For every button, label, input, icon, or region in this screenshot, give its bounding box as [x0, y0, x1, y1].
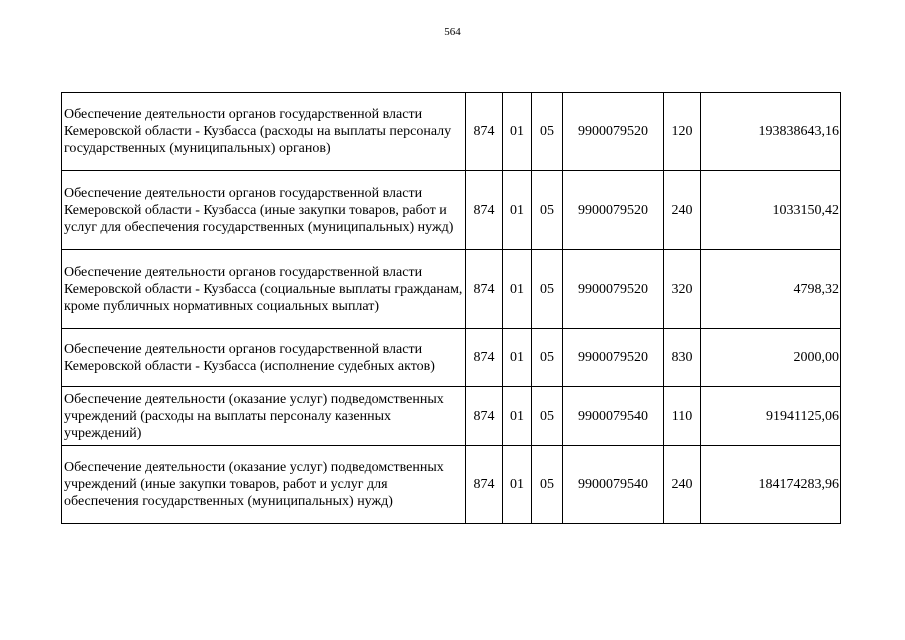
table-row	[62, 387, 841, 446]
subsection-code: 05	[532, 250, 563, 329]
row-description: Обеспечение деятельности органов государственной власти Кемеровской области - Кузбасса (социальные выплаты гражданам, кроме публичных нормативных социальных выплат)	[62, 250, 466, 329]
section-code: 01	[503, 93, 532, 171]
expense-type-code: 240	[664, 171, 701, 250]
row-description: Обеспечение деятельности органов государственной власти Кемеровской области - Кузбасса (исполнение судебных актов)	[62, 329, 466, 387]
expense-type-code: 240	[664, 446, 701, 524]
amount: 2000,00	[701, 329, 841, 387]
expense-type-code: 120	[664, 93, 701, 171]
subsection-code: 05	[532, 446, 563, 524]
target-article-code: 9900079520	[563, 171, 664, 250]
budget-table	[61, 92, 841, 524]
subsection-code: 05	[532, 387, 563, 446]
table-row	[62, 250, 841, 329]
ministry-code: 874	[466, 171, 503, 250]
section-code: 01	[503, 387, 532, 446]
subsection-code: 05	[532, 93, 563, 171]
subsection-code: 05	[532, 171, 563, 250]
target-article-code: 9900079540	[563, 446, 664, 524]
expense-type-code: 110	[664, 387, 701, 446]
target-article-code: 9900079520	[563, 250, 664, 329]
target-article-code: 9900079520	[563, 329, 664, 387]
subsection-code: 05	[532, 329, 563, 387]
row-description: Обеспечение деятельности (оказание услуг) подведомственных учреждений (иные закупки товаров, работ и услуг для обеспечения государственных (муниципальных) нужд)	[62, 446, 466, 524]
row-description: Обеспечение деятельности органов государственной власти Кемеровской области - Кузбасса (расходы на выплаты персоналу государственных (муниципальных) органов)	[62, 93, 466, 171]
row-description: Обеспечение деятельности органов государственной власти Кемеровской области - Кузбасса (иные закупки товаров, работ и услуг для обеспечения государственных (муниципальных) нужд)	[62, 171, 466, 250]
amount: 91941125,06	[701, 387, 841, 446]
section-code: 01	[503, 171, 532, 250]
ministry-code: 874	[466, 446, 503, 524]
row-description: Обеспечение деятельности (оказание услуг) подведомственных учреждений (расходы на выплаты персоналу казенных учреждений)	[62, 387, 466, 446]
table-row	[62, 446, 841, 524]
ministry-code: 874	[466, 387, 503, 446]
amount: 1033150,42	[701, 171, 841, 250]
section-code: 01	[503, 446, 532, 524]
table-row	[62, 329, 841, 387]
section-code: 01	[503, 250, 532, 329]
target-article-code: 9900079520	[563, 93, 664, 171]
amount: 184174283,96	[701, 446, 841, 524]
amount: 4798,32	[701, 250, 841, 329]
page-number: 564	[444, 26, 461, 38]
expense-type-code: 320	[664, 250, 701, 329]
ministry-code: 874	[466, 250, 503, 329]
table-row	[62, 171, 841, 250]
amount: 193838643,16	[701, 93, 841, 171]
target-article-code: 9900079540	[563, 387, 664, 446]
table-row	[62, 93, 841, 171]
section-code: 01	[503, 329, 532, 387]
ministry-code: 874	[466, 93, 503, 171]
expense-type-code: 830	[664, 329, 701, 387]
ministry-code: 874	[466, 329, 503, 387]
